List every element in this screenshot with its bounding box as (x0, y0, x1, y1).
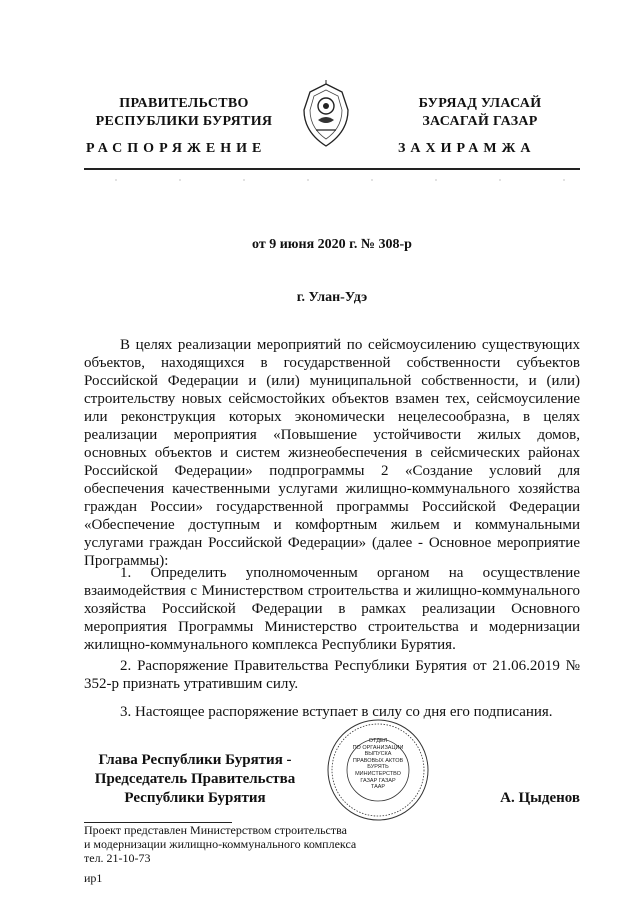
org-name-bur-line1: БУРЯАД УЛАСАЙ (418, 96, 542, 111)
item-1-paragraph: 1. Определить уполномоченным органом на осуществление взаимодействия с Министерством строительства и жилищно-коммунального хозяйства Российской Федерации в рамках реализации Основного мероприятия Программы Министерство строительства и модернизации жилищно-коммунального комплекса Республики Бурятия. (84, 565, 580, 653)
footer-note (84, 823, 404, 865)
org-name-ru (84, 95, 284, 131)
footer-note-line3: тел. 21-10-73 (84, 851, 151, 865)
footer-note-line1: Проект представлен Министерством строительства (84, 823, 347, 837)
official-stamp: ОТДЕЛ ПО ОРГАНИЗАЦИИ ВЫПУСКА ПРАВОВЫХ АКТОВ БУРЯТЬ МИНИСТЕРСТВО ГАЗАР ГАЗАР ТААР (326, 718, 430, 822)
item-3-paragraph: 3. Настоящее распоряжение вступает в силу со дня его подписания. (120, 704, 553, 720)
header-dotted-line (84, 178, 580, 182)
document-code: ир1 (84, 871, 103, 885)
signatory-title (84, 751, 306, 808)
header-divider (84, 168, 580, 170)
coat-of-arms-emblem (296, 80, 356, 150)
document-city: г. Улан-Удэ (296, 290, 368, 305)
document-date-number: от 9 июня 2020 г. № 308-р (252, 237, 412, 252)
doc-type-ru: РАСПОРЯЖЕНИЕ (86, 141, 267, 156)
preamble-paragraph: В целях реализации мероприятий по сейсмоусилению существующих объектов, находящихся в государственной собственности субъектов Российской Федерации и (или) муниципальной собственности, и (или) строительству новых сейсмостойких объектов взамен тех, сейсмоусиление или реконструкция которых экономически нецелесообразна, в целях реализации мероприятия «Повышение устойчивости жилых домов, основных объектов и систем жизнеобеспечения в сейсмических районах Российской Федерации» подпрограммы 2 «Создание условий для обеспечения качественными услугами жилищно-коммунального хозяйства граждан России» государственной программы Российской Федерации «Обеспечение доступным и комфортным жильем и коммунальными услугами граждан Российской Федерации» (далее - Основное мероприятие Программы): (84, 337, 580, 569)
org-name-ru-line2: РЕСПУБЛИКИ БУРЯТИЯ (95, 114, 273, 129)
signatory-name: А. Цыденов (500, 790, 580, 806)
signatory-title-line3: Республики Бурятия (124, 790, 266, 806)
item-2-paragraph: 2. Распоряжение Правительства Республики Бурятия от 21.06.2019 № 352-р признать утратившим силу. (84, 658, 580, 692)
signatory-title-line2: Председатель Правительства (94, 771, 296, 787)
org-name-bur (380, 95, 580, 131)
signatory-title-line1: Глава Республики Бурятия - (98, 752, 292, 768)
org-name-bur-line2: ЗАСАГАЙ ГАЗАР (422, 114, 538, 129)
footer-note-line2: и модернизации жилищно-коммунального комплекса (84, 837, 357, 851)
org-name-ru-line1: ПРАВИТЕЛЬСТВО (119, 96, 249, 111)
doc-type-bur: ЗАХИРАМЖА (398, 141, 536, 156)
